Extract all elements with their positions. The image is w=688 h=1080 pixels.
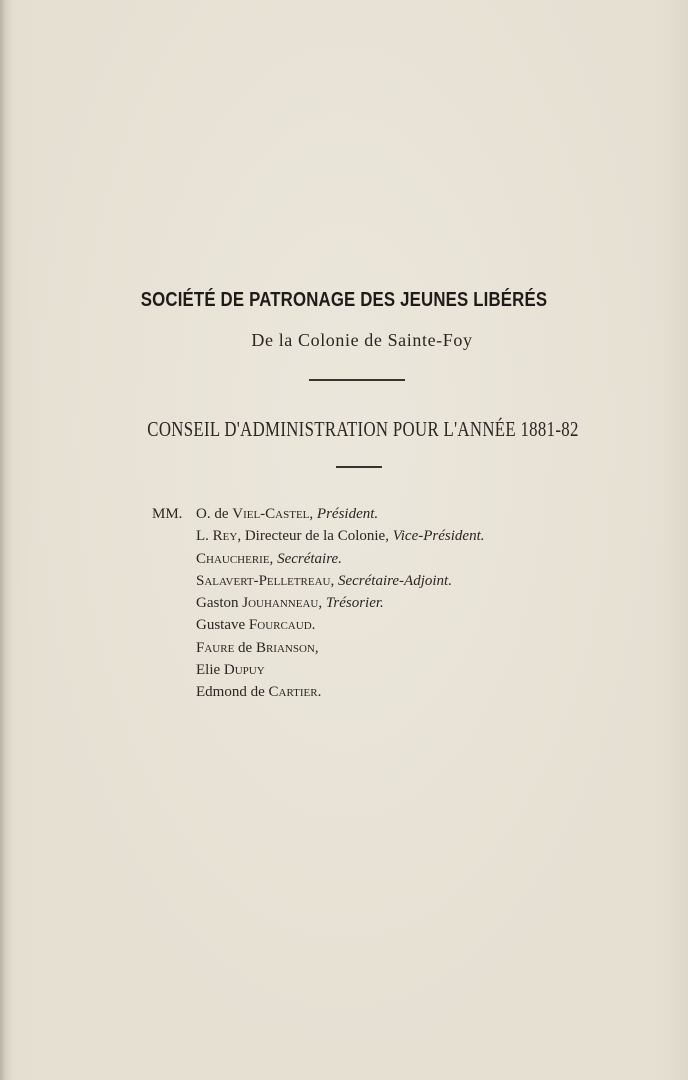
member-role: Vice-Président. — [392, 528, 485, 545]
council-heading: CONSEIL D'ADMINISTRATION POUR L'ANNÉE 1881-82 — [147, 417, 579, 441]
member-name: Fourcaud. — [248, 617, 316, 634]
member-role: Trésorier. — [325, 595, 384, 612]
member-first: Gaston — [196, 595, 239, 612]
member-line — [196, 592, 484, 614]
member-name: Rey, — [212, 528, 242, 545]
member-name: Viel-Castel, — [232, 506, 314, 522]
member-name: Brianson, — [255, 639, 319, 656]
member-name: Salavert-Pelletreau, — [196, 572, 335, 589]
member-line — [196, 614, 484, 636]
member-line — [196, 659, 484, 681]
divider-rule-top — [309, 379, 405, 381]
member-line — [196, 637, 484, 659]
member-first: Elie — [196, 662, 221, 679]
member-line — [196, 681, 484, 703]
member-first: Gustave — [196, 617, 246, 634]
member-role: Président. — [316, 506, 379, 522]
member-line — [196, 503, 484, 525]
member-line — [196, 548, 484, 570]
society-title: SOCIÉTÉ DE PATRONAGE DES JEUNES LIBÉRÉS — [140, 289, 548, 311]
member-role: Secrétaire. — [277, 550, 342, 567]
members-prefix: MM. — [152, 506, 183, 522]
member-list — [196, 503, 484, 704]
member-line — [196, 525, 484, 547]
member-first: Edmond de — [196, 684, 265, 701]
member-name: Faure — [196, 639, 235, 656]
member-line — [196, 570, 484, 592]
member-name: Dupuy — [223, 662, 265, 679]
member-particle: de — [238, 639, 253, 656]
colony-subtitle: De la Colonie de Sainte-Foy — [251, 330, 473, 350]
member-name: Jouhanneau, — [242, 595, 323, 612]
member-first: L. — [196, 528, 209, 545]
member-first: O. de — [196, 506, 229, 522]
members-block — [152, 503, 485, 704]
member-role: Secrétaire-Adjoint. — [337, 572, 452, 589]
divider-rule-bottom — [336, 466, 382, 468]
member-name: Chaucherie, — [196, 550, 274, 567]
member-name: Cartier. — [268, 684, 322, 701]
member-description: Directeur de la Colonie, — [244, 528, 389, 545]
